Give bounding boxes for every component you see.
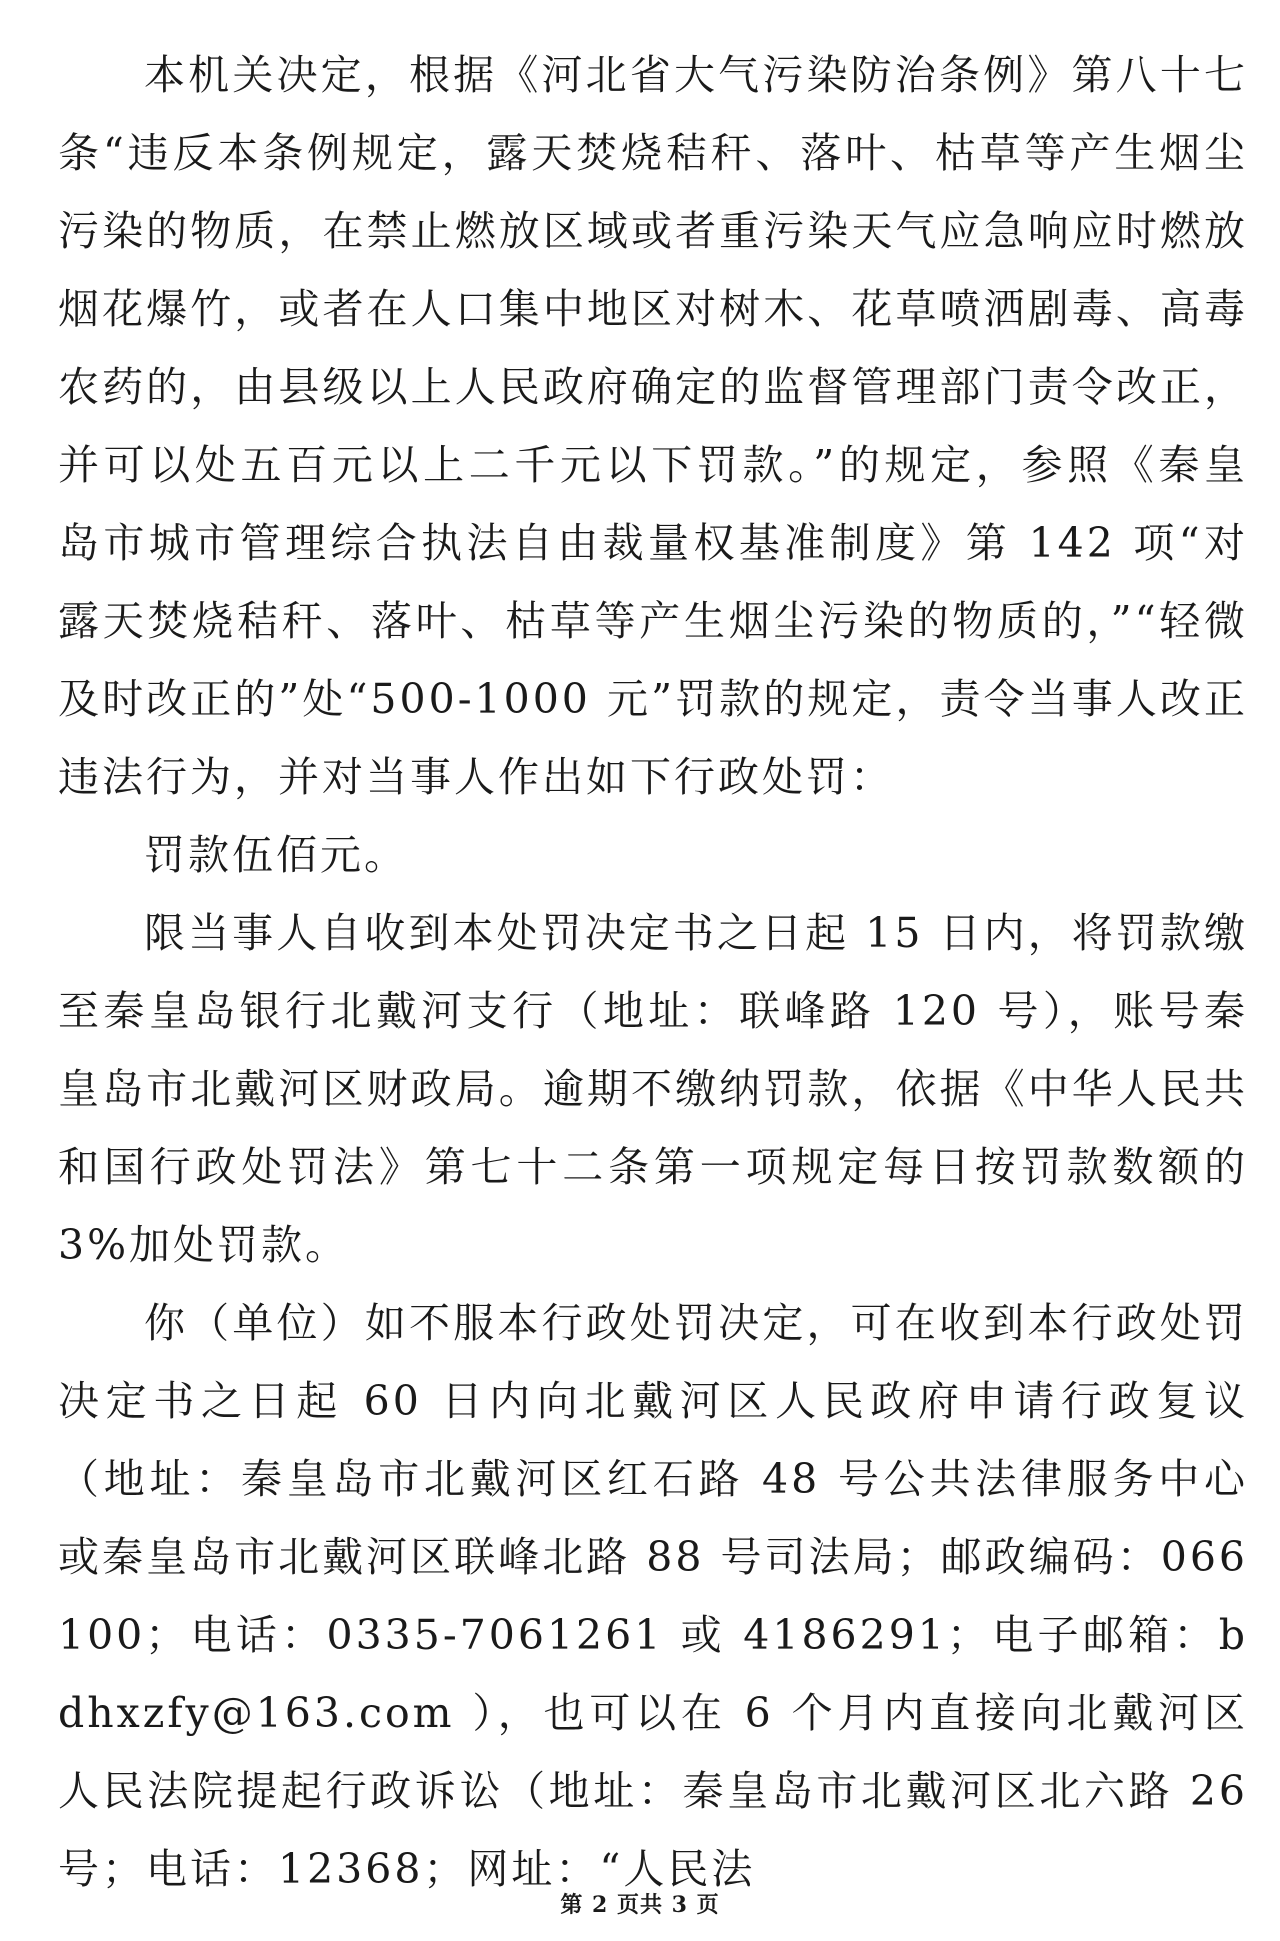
paragraph-penalty-basis: 本机关决定，根据《河北省大气污染防治条例》第八十七条“违反本条例规定，露天焚烧秸秆、落叶、枯草等产生烟尘污染的物质，在禁止燃放区域或者重污染天气应急响应时燃放烟花爆竹，或者在人口集中地区对树木、花草喷洒剧毒、高毒农药的，由县级以上人民政府确定的监督管理部门责令改正，并可以处五百元以上二千元以下罚款。”的规定，参照《秦皇岛市城市管理综合执法自由裁量权基准制度》第 142 项“对露天焚烧秸秆、落叶、枯草等产生烟尘污染的物质的，”“轻微及时改正的”处“500-1000 元”罚款的规定，责令当事人改正违法行为，并对当事人作出如下行政处罚：	[58, 51, 1248, 801]
paragraph-payment-instructions: 限当事人自收到本处罚决定书之日起 15 日内，将罚款缴至秦皇岛银行北戴河支行（地址：联峰路 120 号），账号秦皇岛市北戴河区财政局。逾期不缴纳罚款，依据《中华人民共和国行政处罚法》第七十二条第一项规定每日按罚款数额的 3%加处罚款。	[58, 909, 1248, 1269]
document-body	[58, 36, 1248, 1908]
page-number-footer: 第 2 页共 3 页	[560, 1892, 720, 1918]
paragraph-appeal-rights: 你（单位）如不服本行政处罚决定，可在收到本行政处罚决定书之日起 60 日内向北戴河区人民政府申请行政复议（地址：秦皇岛市北戴河区红石路 48 号公共法律服务中心或秦皇岛市北戴河区联峰北路 88 号司法局；邮政编码：066100；电话：0335-7061261 或 4186291；电子邮箱：bdhxzfy@163.com ），也可以在 6 个月内直接向北戴河区人民法院提起行政诉讼（地址：秦皇岛市北戴河区北六路 26 号；电话：12368；网址：“人民法	[58, 1299, 1248, 1893]
paragraph-penalty-amount: 罚款伍佰元。	[144, 831, 408, 879]
